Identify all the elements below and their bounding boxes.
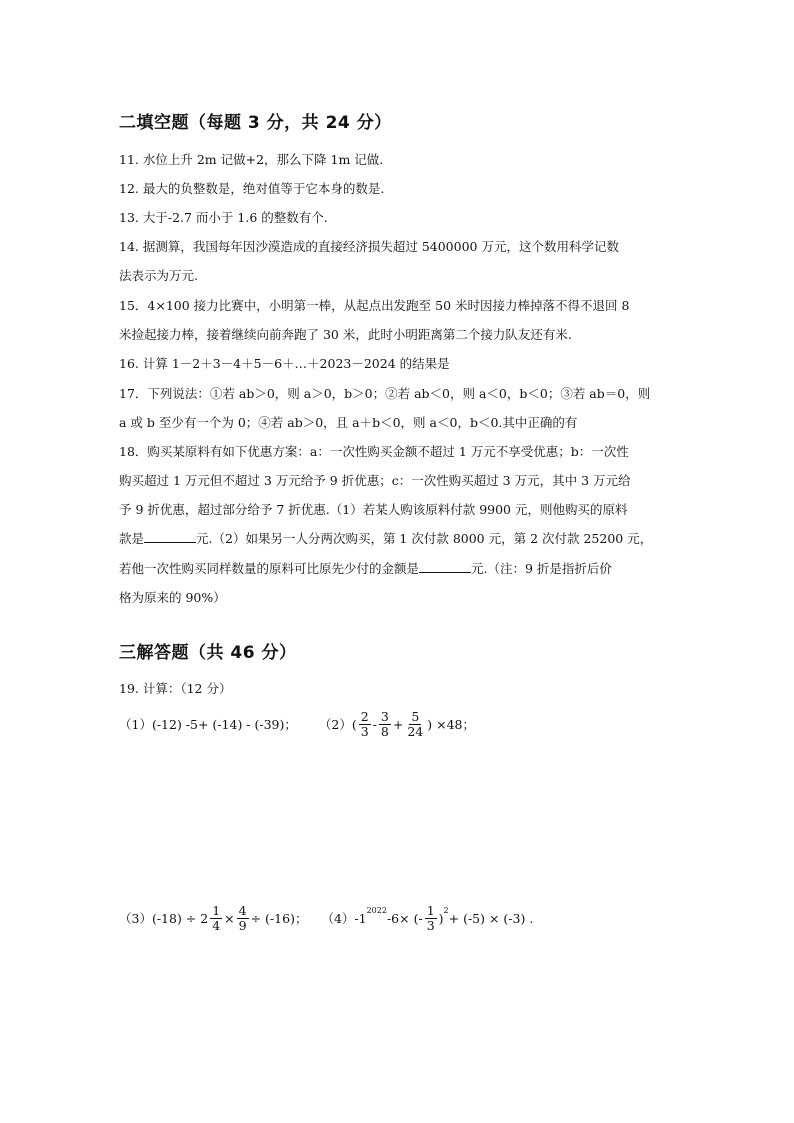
question-12: 12. 最大的负整数是，绝对值等于它本身的数是. bbox=[119, 181, 385, 196]
problem-3-suffix: ÷ (-16)； bbox=[250, 911, 308, 926]
question-18-line3: 予 9 折优惠，超过部分给予 7 折优惠.（1）若某人购该原料付款 9900 元，则他购买的原料 bbox=[119, 502, 628, 517]
plus-sign: + bbox=[392, 716, 404, 732]
answer-blank bbox=[419, 560, 471, 573]
problem-4-middle: -6× (- bbox=[386, 910, 423, 926]
fraction-1-4: $\frac{1}{4}$ bbox=[212, 902, 221, 933]
problem-2-prefix: （2）( bbox=[318, 717, 357, 732]
question-18-line5-start: 若他一次性购买同样数量的原料可比原先少付的金额是 bbox=[119, 561, 420, 576]
section-3-heading: 三解答题（共 46 分） bbox=[119, 643, 297, 663]
question-14-line2: 法表示为万元. bbox=[119, 268, 198, 283]
question-17-line2: a 或 b 至少有一个为 0；④若 ab＞0，且 a＋b＜0，则 a＜0，b＜0.其中正确的有 bbox=[119, 415, 578, 430]
question-18-line5 bbox=[119, 559, 612, 577]
fraction-5-24: $\frac{5}{24}$ bbox=[407, 708, 424, 739]
question-14-line1: 14. 据测算，我国每年因沙漠造成的直接经济损失超过 5400000 万元，这个数用科学记数 bbox=[119, 239, 619, 254]
fraction-3-8: $\frac{3}{8}$ bbox=[380, 708, 389, 739]
problem-2-suffix: ) ×48； bbox=[427, 717, 475, 732]
fraction-1-3: $\frac{1}{3}$ bbox=[426, 902, 435, 933]
problem-1-and-2 bbox=[119, 706, 475, 742]
question-18-line5-end: 元.（注：9 折是指折后价 bbox=[471, 561, 612, 576]
question-18-line4-start: 款是 bbox=[119, 531, 145, 546]
problem-1: （1）(-12) -5+ (-14) - (-39)； bbox=[119, 717, 297, 732]
problem-3-and-4 bbox=[119, 900, 533, 936]
answer-blank bbox=[144, 530, 196, 543]
exponent-2022: 2022 bbox=[366, 906, 387, 915]
question-15-line1: 15．4×100 接力比赛中，小明第一棒，从起点出发跑至 50 米时因接力棒掉落不得不退回 8 bbox=[119, 298, 630, 313]
fraction-4-9: $\frac{4}{9}$ bbox=[238, 902, 247, 933]
minus-sign: - bbox=[372, 716, 377, 732]
question-13: 13. 大于-2.7 而小于 1.6 的整数有个. bbox=[119, 210, 328, 225]
question-17-line1: 17．下列说法：①若 ab＞0，则 a＞0，b＞0；②若 ab＜0，则 a＜0，b＜0；③若 ab＝0，则 bbox=[119, 386, 651, 401]
problem-3-prefix: （3）(-18) ÷ 2 bbox=[119, 911, 209, 926]
question-15-line2: 米捡起接力棒，接着继续向前奔跑了 30 米，此时小明距离第二个接力队友还有米. bbox=[119, 327, 572, 342]
problem-4-close-paren: ) bbox=[438, 910, 444, 926]
question-18-line4-end: 元.（2）如果另一人分两次购买，第 1 次付款 8000 元，第 2 次付款 25200 元， bbox=[196, 531, 653, 546]
fraction-2-3: $\frac{2}{3}$ bbox=[360, 708, 369, 739]
question-19: 19. 计算：（12 分） bbox=[119, 681, 232, 696]
question-16: 16. 计算 1－2＋3－4＋5－6＋…＋2023－2024 的结果是 bbox=[119, 356, 450, 371]
section-2-heading: 二填空题（每题 3 分，共 24 分） bbox=[119, 113, 392, 133]
question-18-line2: 购买超过 1 万元但不超过 3 万元给予 9 折优惠；c：一次性购买超过 3 万元，其中 3 万元给 bbox=[119, 473, 631, 488]
question-18-line4 bbox=[119, 529, 652, 547]
question-18-line6: 格为原来的 90%） bbox=[119, 590, 226, 605]
problem-4-prefix: （4）-1 bbox=[321, 911, 367, 926]
question-11: 11. 水位上升 2m 记做+2，那么下降 1m 记做. bbox=[119, 152, 384, 167]
problem-4-suffix: + (-5) × (-3) . bbox=[448, 910, 534, 926]
question-18-line1: 18．购买某原料有如下优惠方案：a：一次性购买金额不超过 1 万元不享受优惠；b：一次性 bbox=[119, 444, 629, 459]
times-sign: × bbox=[224, 910, 235, 926]
exponent-2: 2 bbox=[443, 906, 449, 915]
